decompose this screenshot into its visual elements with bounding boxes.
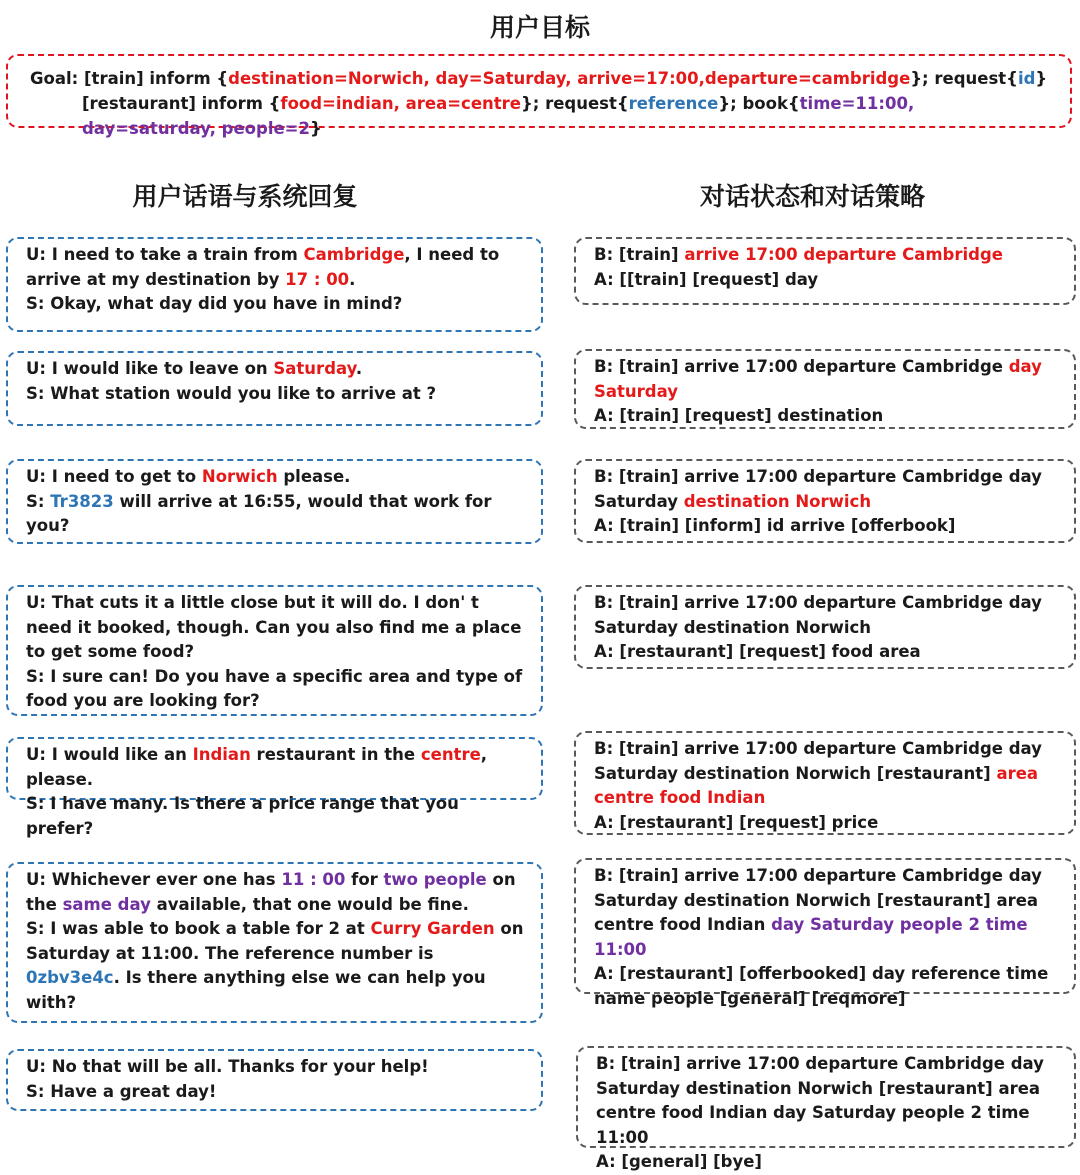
- goal-line-restaurant: [30, 91, 1052, 141]
- black-text-run: }; book{: [718, 94, 800, 113]
- user-utterance: [26, 465, 527, 490]
- black-text-run: on the: [26, 870, 516, 914]
- red-text-run: centre: [420, 745, 481, 764]
- purple-text-run: time=11:00, day=saturday, people=2: [82, 94, 915, 138]
- black-text-run: A: [restaurant] [offerbooked] day reference time name people [general] [reqmore]: [594, 964, 1049, 1008]
- black-text-run: S: I sure can! Do you have a specific area and type of food you are looking for?: [26, 666, 523, 711]
- red-text-run: destination=Norwich, day=Saturday, arrive=17:00,departure=cambridge: [228, 69, 911, 88]
- black-text-run: for: [345, 870, 384, 889]
- user-utterance: [26, 1055, 527, 1080]
- black-text-run: B: [train] arrive 17:00 departure Cambridge day Saturday destination Norwich [restaurant] area centre food Indian day Saturday people 2 time 11:00: [596, 1054, 1044, 1147]
- black-text-run: .: [355, 359, 363, 378]
- black-text-run: A: [restaurant] [request] price: [594, 812, 879, 832]
- red-text-run: Indian: [192, 745, 251, 764]
- black-text-run: U: I would like an: [26, 745, 193, 764]
- black-text-run: S: What station would you like to arrive at ?: [26, 383, 437, 403]
- utterances-title: 用户话语与系统回复: [132, 182, 358, 211]
- black-text-run: }: [1035, 69, 1048, 88]
- utterance-box: [6, 1049, 543, 1111]
- red-text-run: day Saturday: [594, 357, 1042, 401]
- belief-state: [596, 1052, 1060, 1150]
- black-text-run: }; request{: [521, 94, 629, 113]
- system-response: [26, 665, 527, 714]
- red-text-run: Saturday: [273, 359, 356, 378]
- red-text-run: Curry Garden: [370, 919, 495, 939]
- system-action: [594, 640, 1060, 665]
- black-text-run: Goal: [train] inform {: [30, 69, 229, 88]
- black-text-run: . Is there anything else we can help you with?: [26, 968, 486, 1012]
- black-text-run: , I need to arrive at my destination by: [26, 245, 500, 289]
- utterance-box: [6, 351, 543, 426]
- black-text-run: }: [309, 119, 322, 138]
- state-box: [574, 858, 1076, 1008]
- black-text-run: on Saturday at 11:00. The reference number is: [26, 919, 524, 963]
- belief-state: [594, 465, 1060, 514]
- system-response: [26, 1080, 527, 1105]
- black-text-run: S:: [26, 491, 51, 511]
- black-text-run: B: [train] arrive 17:00 departure Cambridge day Saturday destination Norwich: [594, 593, 1042, 637]
- purple-text-run: same day: [62, 894, 151, 914]
- black-text-run: S: I was able to book a table for 2 at: [26, 919, 371, 939]
- utterance-box: [6, 237, 543, 332]
- red-text-run: destination Norwich: [683, 491, 872, 511]
- system-response: [26, 292, 527, 317]
- purple-text-run: day Saturday people 2 time 11:00: [594, 915, 1028, 959]
- user-utterance: [26, 743, 527, 792]
- state-box: [574, 237, 1076, 305]
- black-text-run: B: [train] arrive 17:00 departure Cambridge day Saturday: [594, 467, 1042, 511]
- black-text-run: A: [train] [inform] id arrive [offerbook]: [594, 516, 956, 536]
- red-text-run: Norwich: [201, 467, 278, 486]
- blue-text-run: id: [1017, 69, 1036, 88]
- belief-state: [594, 591, 1060, 640]
- utterance-box: [6, 862, 543, 1023]
- utterance-box: [6, 585, 543, 716]
- red-text-run: 17 : 00: [285, 269, 350, 289]
- black-text-run: U: I would like to leave on: [26, 359, 274, 378]
- system-action: [594, 268, 1060, 293]
- black-text-run: U: I need to take a train from: [26, 245, 304, 264]
- utterance-box: [6, 459, 543, 544]
- utterance-box: [6, 737, 543, 838]
- black-text-run: B: [train] arrive 17:00 departure Cambridge day Saturday destination Norwich [restaurant]: [594, 739, 1042, 783]
- state-box: [574, 459, 1076, 543]
- black-text-run: [restaurant] inform {: [82, 94, 281, 113]
- user-goal-title: 用户目标: [489, 13, 590, 42]
- black-text-run: B: [train] arrive 17:00 departure Cambridge day Saturday destination Norwich [restaurant] area centre food Indian: [594, 866, 1042, 935]
- state-box: [574, 585, 1076, 669]
- black-text-run: }; request{: [910, 69, 1018, 88]
- system-action: [594, 514, 1060, 539]
- user-utterance: [26, 591, 527, 665]
- black-text-run: S: Okay, what day did you have in mind?: [26, 294, 403, 314]
- state-box: [574, 349, 1076, 429]
- purple-text-run: two people: [383, 870, 487, 889]
- black-text-run: S: Have a great day!: [26, 1081, 217, 1101]
- black-text-run: , please.: [26, 745, 488, 789]
- system-action: [594, 404, 1060, 429]
- black-text-run: A: [train] [request] destination: [594, 406, 884, 426]
- black-text-run: restaurant in the: [250, 745, 421, 764]
- system-response: [26, 490, 527, 539]
- red-text-run: food=indian, area=centre: [280, 94, 521, 113]
- black-text-run: S: I have many. Is there a price range that you prefer?: [26, 794, 459, 838]
- goal-box: [6, 54, 1072, 138]
- black-text-run: U: No that will be all. Thanks for your help!: [26, 1057, 429, 1076]
- black-text-run: A: [[train] [request] day: [594, 269, 819, 289]
- blue-text-run: Tr3823: [50, 491, 114, 511]
- system-response: [26, 792, 527, 841]
- system-response: [26, 382, 527, 407]
- belief-state: [594, 355, 1060, 404]
- black-text-run: will arrive at 16:55, would that work for you?: [26, 491, 492, 536]
- black-text-run: U: That cuts it a little close but it will do. I don' t need it booked, though. Can you also find me a place to get some food?: [26, 593, 522, 662]
- black-text-run: A: [general] [bye]: [596, 1152, 762, 1172]
- belief-state: [594, 243, 1060, 268]
- black-text-run: B: [train]: [594, 245, 685, 264]
- red-text-run: arrive 17:00 departure Cambridge: [684, 245, 1003, 264]
- black-text-run: A: [restaurant] [request] food area: [594, 642, 921, 662]
- red-text-run: area centre food Indian: [594, 763, 1039, 808]
- black-text-run: U: I need to get to: [26, 467, 202, 486]
- goal-line-train: [30, 66, 1052, 91]
- red-text-run: Cambridge: [303, 245, 405, 264]
- system-action: [594, 962, 1060, 1011]
- belief-state: [594, 864, 1060, 962]
- belief-state: [594, 737, 1060, 811]
- state-box: [576, 1046, 1076, 1172]
- system-action: [594, 811, 1060, 836]
- system-response: [26, 917, 527, 1015]
- black-text-run: available, that one would be fine.: [150, 894, 469, 914]
- user-utterance: [26, 357, 527, 382]
- blue-text-run: 0zbv3e4c: [26, 968, 114, 988]
- system-action: [596, 1150, 1060, 1175]
- black-text-run: U: Whichever ever one has: [26, 870, 282, 889]
- state-box: [574, 731, 1076, 835]
- state-policy-title: 对话状态和对话策略: [699, 182, 925, 211]
- black-text-run: .: [349, 269, 356, 289]
- black-text-run: B: [train] arrive 17:00 departure Cambridge: [594, 357, 1009, 376]
- black-text-run: please.: [277, 467, 351, 486]
- user-utterance: [26, 243, 527, 292]
- user-utterance: [26, 868, 527, 917]
- blue-text-run: reference: [628, 94, 719, 113]
- purple-text-run: 11 : 00: [281, 870, 346, 889]
